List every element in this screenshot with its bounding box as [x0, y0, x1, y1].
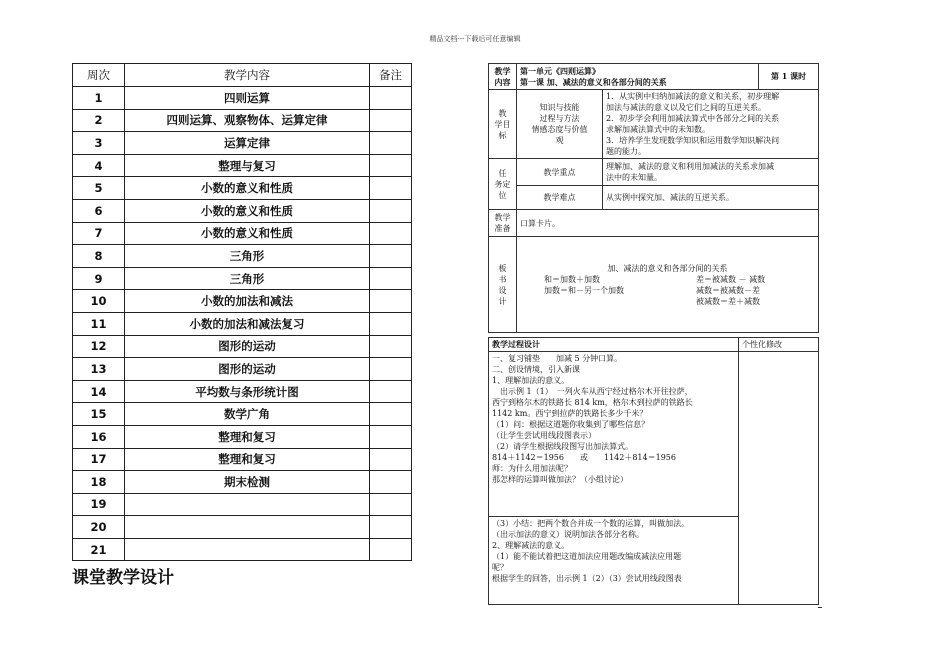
- cell-week: 8: [73, 245, 125, 268]
- cell-week: 17: [73, 448, 125, 471]
- table-row: [73, 516, 412, 539]
- cell-note: [370, 335, 412, 358]
- cell-week: 7: [73, 222, 125, 245]
- table-row: [73, 312, 412, 335]
- cell-content: 期末检测: [125, 471, 370, 494]
- cell-content: 图形的运动: [125, 358, 370, 381]
- process-line: 呢？: [492, 563, 508, 572]
- page-mark: [818, 607, 822, 608]
- cell-week: 10: [73, 290, 125, 313]
- cell-content: 小数的加法和减法: [125, 290, 370, 313]
- cell-week: 13: [73, 358, 125, 381]
- table-row: [73, 154, 412, 177]
- table-row: [73, 335, 412, 358]
- cell-note: [370, 516, 412, 539]
- process-line: （1）能不能试着把这道加法应用题改编成减法应用题: [492, 552, 682, 561]
- process-table: [488, 337, 819, 605]
- board-design: [517, 237, 819, 333]
- cell-content: 小数的加法和减法复习: [125, 312, 370, 335]
- table-header-row: [73, 64, 412, 87]
- cell-note: [370, 403, 412, 426]
- cell-week: 11: [73, 312, 125, 335]
- table-row: [73, 267, 412, 290]
- cell-note: [370, 538, 412, 561]
- key-text: 理解加、减法的意义和利用加减法的关系求加减 法中的未知量。: [603, 159, 819, 186]
- process-line: （3）小结：把两个数合并成一个数的运算，叫做加法。: [492, 519, 690, 528]
- lesson-content-row: [489, 64, 819, 90]
- process-line: （2）请学生根据线段图写出加法算式。: [492, 442, 634, 451]
- task-label: 任 务定 位: [489, 159, 517, 210]
- table-row: [73, 471, 412, 494]
- cell-note: [370, 87, 412, 110]
- lesson-line: 第一课 加、减法的意义和各部分间的关系: [520, 76, 667, 87]
- goals-types: 知识与技能 过程与方法 情感态度与价值 观: [517, 90, 603, 159]
- lesson-title: [517, 64, 759, 90]
- cell-note: [370, 425, 412, 448]
- cell-content: 三角形: [125, 267, 370, 290]
- process-line: 814＋1142＝1956 或 1142＋814＝1956: [492, 453, 676, 462]
- cell-note: [370, 312, 412, 335]
- cell-week: 16: [73, 425, 125, 448]
- cell-content: 四则运算: [125, 87, 370, 110]
- cell-content: 数学广角: [125, 403, 370, 426]
- table-row: [73, 222, 412, 245]
- unit-line: 第一单元《四则运算》: [520, 65, 600, 76]
- cell-note: [370, 109, 412, 132]
- personal-label: 个性化修改: [739, 338, 819, 352]
- table-row: [73, 425, 412, 448]
- table-row: [73, 380, 412, 403]
- table-row: [73, 493, 412, 516]
- personal-notes: [739, 352, 819, 605]
- cell-week: 9: [73, 267, 125, 290]
- cell-note: [370, 177, 412, 200]
- cell-content: 平均数与条形统计图: [125, 380, 370, 403]
- board-left: 和＝加数＋加数 加数＝和－另一个加数: [544, 274, 624, 295]
- table-row: [73, 448, 412, 471]
- cell-content: 整理与复习: [125, 154, 370, 177]
- cell-note: [370, 358, 412, 381]
- cell-week: 19: [73, 493, 125, 516]
- process-line: （让学生尝试用线段图表示）: [492, 431, 596, 440]
- prep-label: 教学 准备: [489, 210, 517, 237]
- table-row: [73, 358, 412, 381]
- cell-note: [370, 471, 412, 494]
- board-row: [489, 237, 819, 333]
- cell-note: [370, 448, 412, 471]
- cell-week: 2: [73, 109, 125, 132]
- cell-week: 21: [73, 538, 125, 561]
- cell-note: [370, 380, 412, 403]
- goals-text: 1．从实例中归纳加减法的意义和关系，初步理解 加法与减法的意义以及它们之间的互逆关系。 2．初步学会利用加减法算式中各部分之间的关系 求解加减法算式中的未知数。 3．培养学生发现数学知识和运用数学知识解决问 题的能力。: [603, 90, 819, 159]
- process-part2: [489, 517, 739, 605]
- hard-text: 从实例中探究加、减法的互逆关系。: [603, 186, 819, 210]
- table-row: [73, 245, 412, 268]
- board-title: 加、减法的意义和各部分间的关系: [607, 263, 728, 273]
- content-label: 教学 内容: [489, 64, 517, 90]
- cell-content: 图形的运动: [125, 335, 370, 358]
- process-line: 1142 km。西宁到拉萨的铁路长多少千米？: [492, 409, 648, 418]
- prep-row: [489, 210, 819, 237]
- table-row: [73, 538, 412, 561]
- cell-content: [125, 516, 370, 539]
- process-line: 2、理解减法的意义。: [492, 541, 570, 550]
- cell-note: [370, 267, 412, 290]
- cell-week: 4: [73, 154, 125, 177]
- board-right: 差＝被减数 － 减数 减数＝被减数－差 被减数＝差＋减数: [696, 274, 766, 306]
- cell-content: [125, 538, 370, 561]
- process-line: 根据学生的回答，出示例 1（2）（3）尝试用线段图表: [492, 574, 682, 583]
- cell-week: 5: [73, 177, 125, 200]
- cell-note: [370, 290, 412, 313]
- cell-week: 15: [73, 403, 125, 426]
- prep-text: 口算卡片。: [517, 210, 819, 237]
- process-line: 那怎样的运算叫做加法？（小组讨论）: [492, 475, 628, 484]
- section-title: 课堂教学设计: [72, 568, 174, 588]
- lesson-plan-table-top: [488, 63, 819, 333]
- process-line: 二、创设情境，引入新课: [492, 365, 580, 374]
- cell-week: 3: [73, 132, 125, 155]
- hard-label: 教学难点: [517, 186, 603, 210]
- cell-content: 小数的意义和性质: [125, 177, 370, 200]
- process-line: 师：为什么用加法呢？: [492, 464, 572, 473]
- cell-content: 三角形: [125, 245, 370, 268]
- process-label: 教学过程设计: [489, 338, 739, 352]
- lesson-plan: [488, 63, 818, 605]
- cell-week: 1: [73, 87, 125, 110]
- cell-content: 整理和复习: [125, 448, 370, 471]
- cell-content: 运算定律: [125, 132, 370, 155]
- process-line: （1）问：根据这道题你收集到了哪些信息？: [492, 420, 650, 429]
- process-part1-row: [489, 352, 819, 517]
- cell-note: [370, 154, 412, 177]
- table-row: [73, 109, 412, 132]
- cell-note: [370, 199, 412, 222]
- cell-content: 小数的意义和性质: [125, 222, 370, 245]
- goals-label: 教 学目 标: [489, 90, 517, 159]
- header-content: 教学内容: [125, 64, 370, 87]
- process-line: 出示例 1（1） 一列火车从西宁经过格尔木开往拉萨，: [492, 387, 693, 396]
- table-row: [73, 177, 412, 200]
- cell-note: [370, 222, 412, 245]
- process-part1: [489, 352, 739, 517]
- key-label: 教学重点: [517, 159, 603, 186]
- table-row: [73, 290, 412, 313]
- header-week: 周次: [73, 64, 125, 87]
- table-row: [73, 403, 412, 426]
- cell-week: 20: [73, 516, 125, 539]
- header-note: 精品文档---下载后可任意编辑: [429, 35, 521, 43]
- cell-week: 18: [73, 471, 125, 494]
- table-row: [73, 132, 412, 155]
- cell-content: 整理和复习: [125, 425, 370, 448]
- table-row: [73, 87, 412, 110]
- cell-note: [370, 245, 412, 268]
- period-label: 第 1 课时: [759, 64, 819, 90]
- cell-week: 12: [73, 335, 125, 358]
- goals-row: [489, 90, 819, 159]
- cell-note: [370, 132, 412, 155]
- cell-content: 小数的意义和性质: [125, 199, 370, 222]
- process-header-row: [489, 338, 819, 352]
- process-line: （出示加法的意义）说明加法各部分名称。: [492, 530, 644, 539]
- cell-week: 6: [73, 199, 125, 222]
- table-row: [73, 199, 412, 222]
- process-line: 西宁到格尔木的铁路长 814 km，格尔木到拉萨的铁路长: [492, 398, 693, 407]
- cell-note: [370, 493, 412, 516]
- weekly-schedule-table: [72, 63, 412, 561]
- difficulty-row: [489, 186, 819, 210]
- header-note: 备注: [370, 64, 412, 87]
- cell-content: [125, 493, 370, 516]
- key-point-row: [489, 159, 819, 186]
- cell-content: 四则运算、观察物体、运算定律: [125, 109, 370, 132]
- process-line: 一、复习铺垫 加减 5 分钟口算。: [492, 354, 623, 363]
- process-line: 1、理解加法的意义。: [492, 376, 570, 385]
- cell-week: 14: [73, 380, 125, 403]
- board-label: 板 书 设 计: [489, 237, 517, 333]
